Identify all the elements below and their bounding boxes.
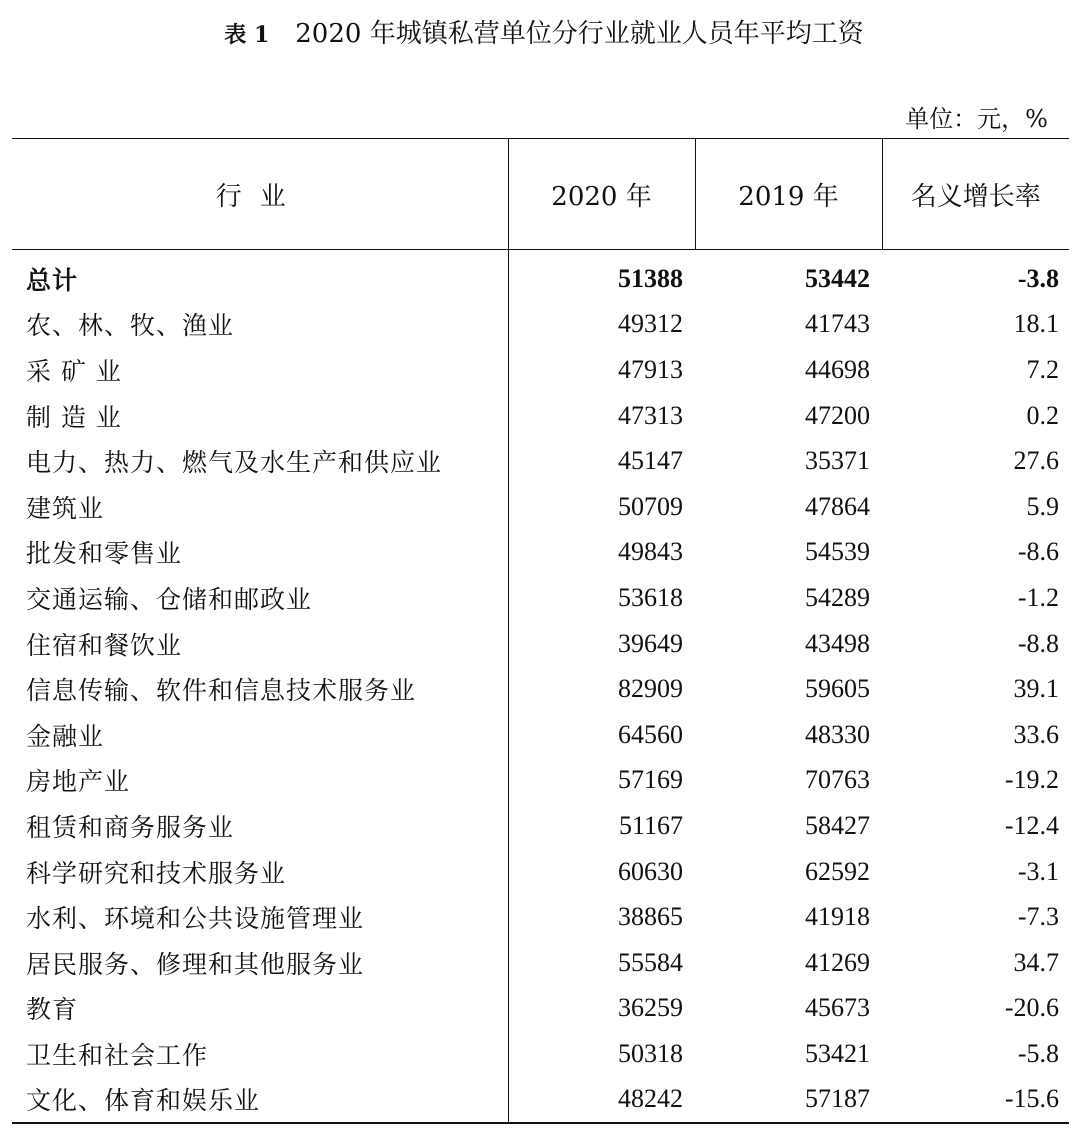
wage-2019-cell: 47200 (805, 400, 870, 430)
wage-2019-cell: 45673 (805, 993, 870, 1023)
industry-cell: 信息传输、软件和信息技术服务业 (26, 676, 417, 706)
industry-cell: 电力、热力、燃气及水生产和供应业 (26, 448, 443, 478)
unit-note: 单位：元，% (905, 105, 1048, 133)
growth-rate-cell: 5.9 (1026, 491, 1059, 521)
table-row (12, 758, 1069, 804)
wage-2020-cell: 48242 (508, 1077, 695, 1124)
header-2020: 2020 年 (508, 139, 695, 250)
wage-2020-cell: 55584 (508, 940, 695, 986)
table-row (12, 621, 1069, 667)
wage-2019-cell: 53442 (805, 263, 870, 293)
growth-rate-cell: -15.6 (882, 1077, 1069, 1124)
wage-2019-cell: 58427 (805, 810, 870, 840)
wage-2019-cell: 44698 (805, 354, 870, 384)
table-row (12, 712, 1069, 758)
table-row (12, 302, 1069, 348)
industry-cell: 农、林、牧、渔业 (26, 311, 235, 341)
wage-2020-cell: 50709 (508, 484, 695, 530)
wage-2020-cell: 47913 (508, 347, 695, 393)
growth-rate-cell: 0.2 (1026, 400, 1059, 430)
wage-2019-cell: 47864 (805, 491, 870, 521)
table-row (12, 986, 1069, 1032)
growth-rate-cell: 27.6 (1013, 446, 1059, 476)
industry-cell: 总计 (26, 265, 79, 295)
table-row (12, 438, 1069, 484)
growth-rate-cell: 39.1 (1013, 674, 1059, 704)
wage-2019-cell: 41269 (805, 947, 870, 977)
wage-2020-cell: 49843 (508, 530, 695, 576)
wage-2019-cell: 41918 (805, 902, 870, 932)
industry-cell: 交通运输、仓储和邮政业 (26, 584, 313, 614)
growth-rate-cell: 7.2 (1026, 354, 1059, 384)
growth-rate-cell: -12.4 (1004, 810, 1059, 840)
table-number: 表 1 (224, 22, 270, 48)
growth-rate-cell: -8.8 (1017, 628, 1059, 658)
growth-rate-cell: -3.1 (1017, 856, 1059, 886)
table-title-text: 2020 年城镇私营单位分行业就业人员年平均工资 (295, 19, 864, 49)
industry-cell: 租赁和商务服务业 (26, 812, 235, 842)
table-row (12, 530, 1069, 576)
table-row (12, 393, 1069, 439)
growth-rate-cell: -20.6 (1004, 993, 1059, 1023)
table-row (12, 666, 1069, 712)
header-industry: 行业 (12, 139, 508, 250)
industry-cell: 教育 (26, 995, 79, 1025)
wage-2020-cell: 51167 (508, 803, 695, 849)
table-row (12, 484, 1069, 530)
wage-2020-cell: 53618 (508, 575, 695, 621)
industry-cell: 房地产业 (26, 767, 131, 797)
growth-rate-cell: 34.7 (1013, 947, 1059, 977)
wage-2019-cell: 62592 (805, 856, 870, 886)
wage-2020-cell: 57169 (508, 758, 695, 804)
industry-cell: 建筑业 (26, 493, 105, 523)
table-title (0, 14, 1088, 55)
industry-cell: 科学研究和技术服务业 (26, 858, 287, 888)
table-row (12, 575, 1069, 621)
table-row (12, 849, 1069, 895)
growth-rate-cell: -1.2 (1017, 582, 1059, 612)
wage-2019-cell: 57187 (695, 1077, 882, 1124)
wage-2019-cell: 54289 (805, 582, 870, 612)
wage-2019-cell: 41743 (805, 309, 870, 339)
wage-2019-cell: 35371 (805, 446, 870, 476)
wage-2019-cell: 54539 (805, 537, 870, 567)
growth-rate-cell: -7.3 (1017, 902, 1059, 932)
wage-2019-cell: 70763 (805, 765, 870, 795)
wage-2020-cell: 64560 (508, 712, 695, 758)
header-row (12, 139, 1069, 250)
growth-rate-cell: 18.1 (1013, 309, 1059, 339)
wage-2020-cell: 82909 (508, 666, 695, 712)
header-2019: 2019 年 (695, 139, 882, 250)
industry-cell: 卫生和社会工作 (26, 1040, 209, 1070)
wage-2019-cell: 48330 (805, 719, 870, 749)
header-growth-rate: 名义增长率 (882, 139, 1069, 250)
industry-cell: 金融业 (26, 721, 105, 751)
wage-2019-cell: 43498 (805, 628, 870, 658)
growth-rate-cell: 33.6 (1013, 719, 1059, 749)
table-row (12, 803, 1069, 849)
growth-rate-cell: -5.8 (1017, 1038, 1059, 1068)
wage-table (12, 138, 1069, 1124)
industry-cell: 住宿和餐饮业 (26, 630, 183, 660)
table-row (12, 894, 1069, 940)
growth-rate-cell: -19.2 (1004, 765, 1059, 795)
industry-cell: 批发和零售业 (26, 539, 183, 569)
table-row (12, 1077, 1069, 1124)
wage-2020-cell: 39649 (508, 621, 695, 667)
total-row (12, 250, 1069, 302)
industry-cell: 文化、体育和娱乐业 (12, 1077, 508, 1124)
wage-2020-cell: 50318 (508, 1031, 695, 1077)
wage-2020-cell: 38865 (508, 894, 695, 940)
growth-rate-cell: -3.8 (1017, 263, 1059, 293)
wage-2020-cell: 49312 (508, 302, 695, 348)
wage-2019-cell: 59605 (805, 674, 870, 704)
table-row (12, 347, 1069, 393)
industry-cell: 水利、环境和公共设施管理业 (26, 904, 365, 934)
wage-2020-cell: 45147 (508, 438, 695, 484)
wage-2020-cell: 60630 (508, 849, 695, 895)
wage-2019-cell: 53421 (805, 1038, 870, 1068)
wage-2020-cell: 36259 (508, 986, 695, 1032)
table-row (12, 1031, 1069, 1077)
industry-cell: 制 造 业 (26, 402, 122, 432)
table-row (12, 940, 1069, 986)
table-body (12, 250, 1069, 1124)
wage-2020-cell: 47313 (508, 393, 695, 439)
growth-rate-cell: -8.6 (1017, 537, 1059, 567)
wage-2020-cell: 51388 (508, 250, 695, 302)
industry-cell: 居民服务、修理和其他服务业 (26, 949, 365, 979)
industry-cell: 采 矿 业 (26, 356, 122, 386)
